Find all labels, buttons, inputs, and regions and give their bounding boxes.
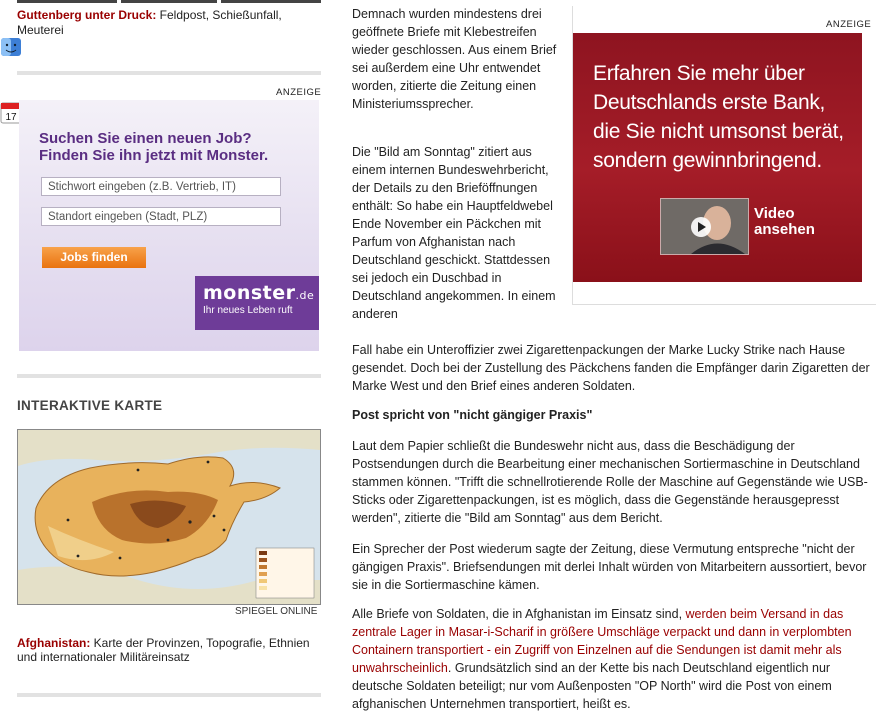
jobs-finden-button[interactable]: Jobs finden xyxy=(42,247,146,268)
article-paragraph: Die "Bild am Sonntag" zitiert aus einem internen Bundeswehrbericht, der Details zu den Brieföffnungen enthält: So habe ein Hauptfeldwebel Ende November ein Päckchen mit Parfum von Afghanistan nach Deutschland geschickt. Stattdessen sei jedoch ein Duschbad in Deutschland angekommen. In einem anderen xyxy=(352,145,556,321)
article-paragraph xyxy=(352,605,876,713)
bank-ad[interactable] xyxy=(573,33,862,282)
monster-headline-line2: Finden Sie ihn jetzt mit Monster. xyxy=(39,147,269,164)
teaser-afghanistan[interactable] xyxy=(17,636,317,664)
article-paragraph: Ein Sprecher der Post wiederum sagte der Zeitung, diese Vermutung entspreche "nicht der gängigen Praxis". Briefsendungen mit derlei Inhalt würden von Mitarbeitern aussortiert, bevor sie in die Sortiermaschine kämen. xyxy=(352,542,867,592)
location-input[interactable]: Standort eingeben (Stadt, PLZ) xyxy=(41,207,281,226)
monster-logo-text: monster xyxy=(203,282,296,304)
teaser-image-strip[interactable] xyxy=(17,0,321,5)
monster-ad[interactable] xyxy=(19,100,319,351)
teaser-image[interactable] xyxy=(121,0,217,3)
bank-ad-headline xyxy=(593,59,862,175)
teaser-image[interactable] xyxy=(17,0,117,3)
bank-headline-line2: Deutschlands erste Bank, xyxy=(593,91,826,114)
bank-headline-line3: die Sie nicht umsonst berät, xyxy=(593,120,844,143)
finder-icon[interactable] xyxy=(0,36,22,58)
video-link[interactable] xyxy=(754,206,815,238)
teaser-text[interactable]: Karte der Provinzen, Topografie, Ethnien und internationaler Militäreinsatz xyxy=(17,636,310,664)
monster-headline-line1: Suchen Sie einen neuen Job? xyxy=(39,130,252,147)
video-thumbnail[interactable] xyxy=(660,198,749,255)
teaser-image[interactable] xyxy=(221,0,321,3)
article-subheading: Post spricht von "nicht gängiger Praxis" xyxy=(352,408,593,422)
monster-headline xyxy=(39,130,268,164)
afghanistan-map-image[interactable] xyxy=(17,429,321,605)
map-credit: SPIEGEL ONLINE xyxy=(235,606,318,617)
keyword-input[interactable]: Stichwort eingeben (z.B. Vertrieb, IT) xyxy=(41,177,281,196)
separator xyxy=(17,71,321,75)
teaser-kicker[interactable]: Afghanistan: xyxy=(17,636,91,650)
teaser-text[interactable]: Feldpost, Schießunfall, Meuterei xyxy=(17,8,282,37)
article-text: Alle Briefe von Soldaten, die in Afghanistan im Einsatz sind, xyxy=(352,607,686,621)
article-text: . Grundsätzlich sind an der Kette bis nach Deutschland eigentlich nur deutsche Soldaten beteiligt; nur vom Außenposten "OP North" wird die Post von einem afghanischen Unternehmen transportiert, heißt es. xyxy=(352,661,832,711)
separator xyxy=(17,693,321,697)
bank-headline-line1: Erfahren Sie mehr über xyxy=(593,62,805,85)
monster-logo[interactable] xyxy=(195,276,319,330)
bank-headline-line4: sondern gewinnbringend. xyxy=(593,149,822,172)
teaser-guttenberg[interactable] xyxy=(17,8,317,38)
teaser-kicker[interactable]: Guttenberg unter Druck: xyxy=(17,8,157,22)
ad-label: ANZEIGE xyxy=(826,19,872,30)
separator xyxy=(17,374,321,378)
video-label-line1[interactable]: Video xyxy=(754,205,795,222)
section-title: INTERAKTIVE KARTE xyxy=(17,398,163,413)
video-label-line2[interactable]: ansehen xyxy=(754,221,815,238)
article-link[interactable]: werden beim Versand in das zentrale Lager in Masar-i-Scharif in größere Umschläge verpackt und dann in verplombten Containern transportiert - ein Zugriff von Einzelnen auf die Sendungen ist damit mehr als unwahrscheinlich xyxy=(352,607,852,675)
article-paragraph: Laut dem Papier schließt die Bundeswehr nicht aus, dass die Beschädigung der Postsendungen durch die Bearbeitung einer mechanischen Sortiermaschine in Deutschland stammen können. "Trifft die schnellrotierende Rolle der Maschine auf Gegenstände wie USB-Sticks oder Zigarettenpackungen, ist es möglich, dass die Gegenstände herausgepresst werden", zitierte die "Bild am Sonntag" aus dem Bericht. xyxy=(352,439,868,525)
ad-label: ANZEIGE xyxy=(276,87,322,98)
svg-text:17: 17 xyxy=(5,112,17,123)
monster-logo-suffix: .de xyxy=(295,289,315,302)
article-paragraph: Fall habe ein Unteroffizier zwei Zigarettenpackungen der Marke Lucky Strike nach Hause gesendet. Doch bei der Zustellung des Päckchens fanden die Empfänger darin Zigaretten der Marke West und den Brief eines anderen Soldaten. xyxy=(352,343,870,393)
monster-slogan: Ihr neues Leben ruft xyxy=(203,305,293,316)
article-paragraph: Demnach wurden mindestens drei geöffnete Briefe mit Klebestreifen wieder geschlossen. Aus einem Brief sei außerdem eine Uhr entwendet worden, zitierte die Zeitung einen Ministeriumssprecher. xyxy=(352,7,557,111)
